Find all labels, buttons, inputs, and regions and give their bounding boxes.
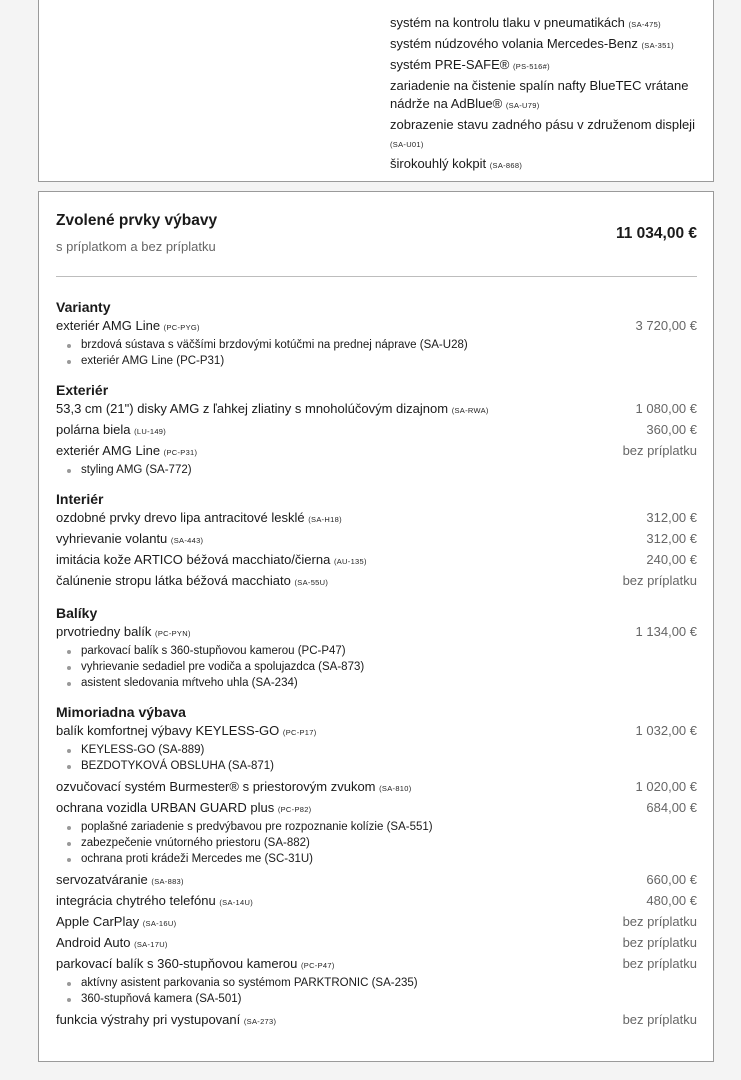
item-label: parkovací balík s 360-stupňovou kamerou [56, 956, 298, 971]
item-code: (AU-135) [333, 557, 367, 566]
equipment-row [56, 550, 697, 571]
equipment-section [56, 490, 697, 592]
equipment-item [56, 622, 191, 643]
item-code: (PC-P47) [300, 961, 335, 970]
sub-item-list [56, 643, 697, 691]
item-label: imitácia kože ARTICO béžová macchiato/čierna [56, 552, 331, 567]
equipment-row [56, 1010, 697, 1031]
item-price: 1 080,00 € [635, 401, 697, 416]
sub-item: asistent sledovania mŕtveho uhla (SA-234) [81, 675, 697, 691]
sub-item-list [56, 975, 697, 1007]
item-code: (SA-14U) [219, 898, 253, 907]
equipment-item [56, 529, 203, 550]
equipment-row [56, 954, 697, 975]
standard-equipment-item [390, 14, 706, 34]
item-price: 1 134,00 € [635, 624, 697, 639]
equipment-item [56, 933, 168, 954]
section-title: Mimoriadna výbava [56, 704, 186, 720]
item-price: 360,00 € [646, 422, 697, 437]
item-code: (SA-55U) [294, 578, 329, 587]
item-code: (SA-RWA) [451, 406, 489, 415]
item-code: (SA-273) [243, 1017, 277, 1026]
equipment-item [56, 508, 342, 529]
equipment-row [56, 441, 697, 462]
item-code: (LU-149) [134, 427, 167, 436]
equipment-row [56, 399, 697, 420]
equipment-item [56, 870, 184, 891]
item-label: Android Auto [56, 935, 131, 950]
standard-equipment-list [390, 14, 706, 176]
item-label: prvotriedny balík [56, 624, 152, 639]
equipment-item [56, 954, 335, 975]
equipment-section [56, 381, 697, 478]
sub-item: brzdová sústava s väčšími brzdovými kotúčmi na prednej náprave (SA-U28) [81, 337, 697, 353]
equipment-row [56, 508, 697, 529]
item-label: integrácia chytrého telefónu [56, 893, 216, 908]
sub-item: styling AMG (SA-772) [81, 462, 697, 478]
selected-equipment-title: Zvolené prvky výbavy [56, 212, 218, 229]
standard-equipment-item [390, 77, 706, 115]
section-title: Varianty [56, 299, 111, 315]
equipment-item [56, 420, 166, 441]
item-price: bez príplatku [622, 443, 697, 458]
sub-item: parkovací balík s 360-stupňovou kamerou (PC-P47) [81, 643, 697, 659]
equipment-row [56, 316, 697, 337]
item-label: ozvučovací systém Burmester® s priestorovým zvukom [56, 779, 376, 794]
item-price: 240,00 € [646, 552, 697, 567]
item-code: (PS-516#) [513, 62, 550, 71]
item-price: 1 020,00 € [635, 779, 697, 794]
equipment-row [56, 721, 697, 742]
standard-equipment-item [390, 155, 706, 175]
item-label: 53,3 cm (21") disky AMG z ľahkej zliatiny s mnoholúčovým dizajnom [56, 401, 449, 416]
standard-equipment-item [390, 35, 706, 55]
item-label: funkcia výstrahy pri vystupovaní [56, 1012, 241, 1027]
item-price: 312,00 € [646, 531, 697, 546]
item-code: (PC-P17) [282, 728, 317, 737]
item-price: 1 032,00 € [635, 723, 697, 738]
item-label: exteriér AMG Line [56, 443, 161, 458]
item-price: 660,00 € [646, 872, 697, 887]
sub-item: ochrana proti krádeži Mercedes me (SC-31U) [81, 851, 697, 867]
item-label: exteriér AMG Line [56, 318, 161, 333]
total-price: 11 034,00 € [615, 225, 697, 242]
equipment-sections [56, 298, 697, 1043]
equipment-row [56, 933, 697, 954]
item-code: (SA-351) [641, 41, 674, 50]
item-price: bez príplatku [622, 956, 697, 971]
equipment-item [56, 316, 200, 337]
standard-equipment-item [390, 56, 706, 76]
item-code: (SA-810) [379, 784, 412, 793]
item-price: bez príplatku [622, 1012, 697, 1027]
item-label: systém PRE-SAFE® [390, 57, 510, 72]
item-code: (SA-868) [489, 161, 523, 170]
equipment-item [56, 571, 328, 592]
item-label: zobrazenie stavu zadného pásu v združenom displeji [390, 117, 695, 132]
sub-item: vyhrievanie sedadiel pre vodiča a spolujazdca (SA-873) [81, 659, 697, 675]
item-code: (SA-443) [170, 536, 204, 545]
sub-item: KEYLESS-GO (SA-889) [81, 742, 697, 758]
equipment-section [56, 604, 697, 691]
equipment-row [56, 891, 697, 912]
item-code: (SA-17U) [134, 940, 168, 949]
equipment-item [56, 399, 489, 420]
item-code: (SA-U01) [390, 140, 424, 149]
item-code: (SA-475) [628, 20, 661, 29]
item-code: (PC-PYN) [155, 629, 191, 638]
item-code: (PC-PYG) [163, 323, 200, 332]
selected-equipment-subtitle: s príplatkom a bez príplatku [56, 239, 216, 254]
item-label: vyhrievanie volantu [56, 531, 168, 546]
equipment-row [56, 870, 697, 891]
item-label: servozatváranie [56, 872, 148, 887]
equipment-item [56, 721, 317, 742]
item-label: systém núdzového volania Mercedes-Benz [390, 36, 638, 51]
item-code: (SA-U79) [505, 101, 540, 110]
equipment-item [56, 441, 197, 462]
item-price: bez príplatku [622, 914, 697, 929]
item-label: širokouhlý kokpit [390, 156, 487, 171]
item-code: (SA-16U) [142, 919, 177, 928]
sub-item: BEZDOTYKOVÁ OBSLUHA (SA-871) [81, 758, 697, 774]
equipment-item [56, 777, 412, 798]
item-code: (PC-P82) [277, 805, 312, 814]
item-price: bez príplatku [622, 935, 697, 950]
standard-equipment-item [390, 116, 706, 154]
item-label: ozdobné prvky drevo lipa antracitové lesklé [56, 510, 305, 525]
item-price: 312,00 € [646, 510, 697, 525]
equipment-row [56, 798, 697, 819]
selected-equipment-panel [38, 191, 714, 1062]
sub-item-list [56, 742, 697, 774]
item-label: polárna biela [56, 422, 131, 437]
section-title: Balíky [56, 605, 98, 621]
sub-item-list [56, 819, 697, 867]
equipment-item [56, 912, 176, 933]
item-label: systém na kontrolu tlaku v pneumatikách [390, 15, 625, 30]
standard-equipment-panel [38, 0, 714, 182]
section-title: Interiér [56, 491, 104, 507]
item-label: ochrana vozidla URBAN GUARD plus [56, 800, 275, 815]
equipment-item [56, 1010, 276, 1031]
equipment-row [56, 622, 697, 643]
equipment-row [56, 529, 697, 550]
sub-item: exteriér AMG Line (PC-P31) [81, 353, 697, 369]
item-label: zariadenie na čistenie spalín nafty BlueTEC vrátane nádrže na AdBlue® [390, 78, 689, 111]
equipment-section [56, 298, 697, 369]
item-label: balík komfortnej výbavy KEYLESS-GO [56, 723, 280, 738]
equipment-item [56, 891, 253, 912]
equipment-row [56, 571, 697, 592]
item-price: 3 720,00 € [635, 318, 697, 333]
item-code: (SA-H18) [308, 515, 342, 524]
sub-item: poplašné zariadenie s predvýbavou pre rozpoznanie kolízie (SA-551) [81, 819, 697, 835]
section-title: Exteriér [56, 382, 109, 398]
sub-item: 360-stupňová kamera (SA-501) [81, 991, 697, 1007]
item-code: (PC-P31) [163, 448, 198, 457]
equipment-item [56, 798, 311, 819]
item-code: (SA-883) [151, 877, 184, 886]
sub-item-list [56, 462, 697, 478]
header-divider [56, 276, 697, 277]
equipment-row [56, 777, 697, 798]
item-price: 480,00 € [646, 893, 697, 908]
equipment-section [56, 703, 697, 1031]
selected-equipment-header [56, 212, 697, 254]
item-price: bez príplatku [622, 573, 697, 588]
equipment-row [56, 420, 697, 441]
item-label: čalúnenie stropu látka béžová macchiato [56, 573, 291, 588]
equipment-row [56, 912, 697, 933]
equipment-item [56, 550, 367, 571]
sub-item: aktívny asistent parkovania so systémom PARKTRONIC (SA-235) [81, 975, 697, 991]
item-label: Apple CarPlay [56, 914, 140, 929]
sub-item-list [56, 337, 697, 369]
item-price: 684,00 € [646, 800, 697, 815]
sub-item: zabezpečenie vnútorného priestoru (SA-882) [81, 835, 697, 851]
